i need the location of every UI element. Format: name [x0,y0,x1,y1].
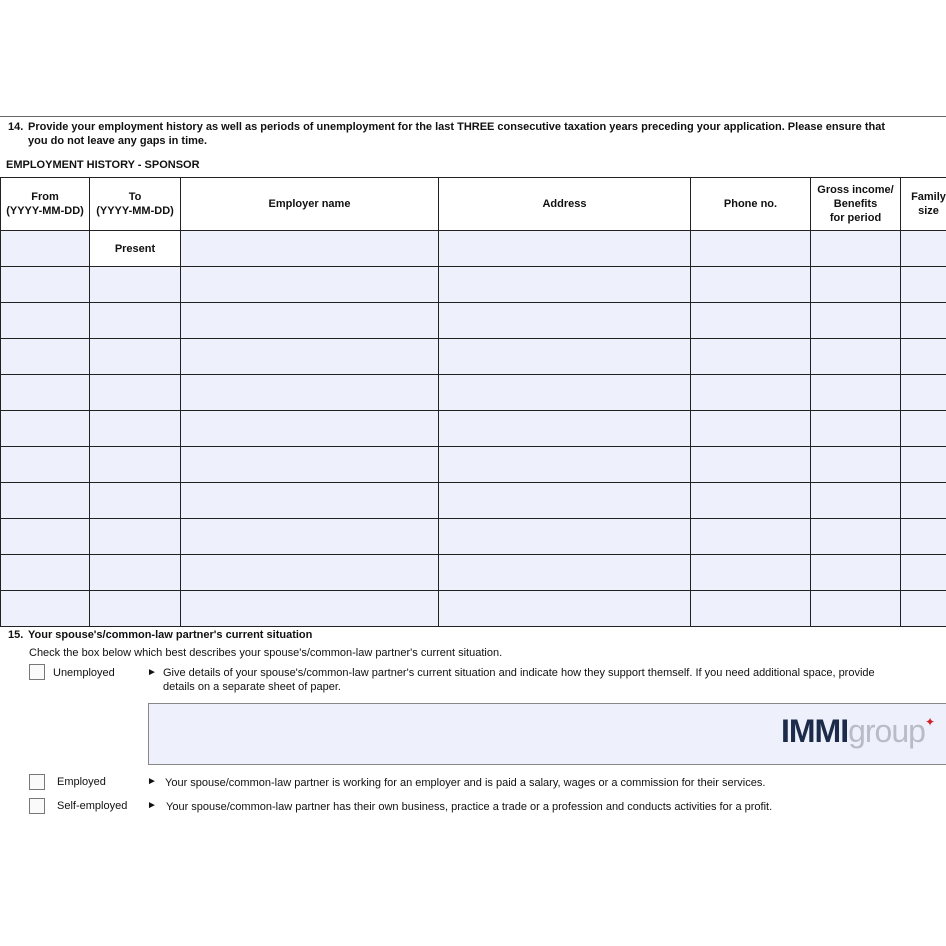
to-date-field[interactable] [90,519,181,555]
gross-income-field[interactable] [811,267,901,303]
employment-history-title: EMPLOYMENT HISTORY - SPONSOR [6,159,200,171]
question-text-line2: you do not leave any gaps in time. [28,135,208,147]
col-header-family-size: Family size [901,178,946,231]
employer-name-field[interactable] [181,303,439,339]
employer-name-field[interactable] [181,555,439,591]
question-title: Your spouse's/common-law partner's current situation [28,629,313,641]
family-size-field[interactable] [901,591,946,627]
gross-income-field[interactable] [811,519,901,555]
question-15-instruction: Check the box below which best describes your spouse's/common-law partner's current situation. [29,647,503,659]
unemployed-description-line1: Give details of your spouse's/common-law partner's current situation and indicate how they support themself. If you need additional space, provide [163,667,875,679]
gross-income-field[interactable] [811,591,901,627]
table-row [1,303,946,339]
phone-field[interactable] [691,267,811,303]
from-date-field[interactable] [1,267,90,303]
to-date-field[interactable] [90,483,181,519]
family-size-field[interactable] [901,519,946,555]
phone-field[interactable] [691,483,811,519]
phone-field[interactable] [691,555,811,591]
phone-field[interactable] [691,519,811,555]
present-label: Present [90,231,181,267]
gross-income-field[interactable] [811,231,901,267]
from-date-field[interactable] [1,339,90,375]
col-header-to: To (YYYY-MM-DD) [90,178,181,231]
from-date-field[interactable] [1,303,90,339]
family-size-field[interactable] [901,447,946,483]
family-size-field[interactable] [901,231,946,267]
address-field[interactable] [439,267,691,303]
family-size-field[interactable] [901,483,946,519]
col-header-from: From (YYYY-MM-DD) [1,178,90,231]
top-divider [0,116,946,117]
gross-income-field[interactable] [811,303,901,339]
phone-field[interactable] [691,303,811,339]
col-header-employer: Employer name [181,178,439,231]
gross-income-field[interactable] [811,339,901,375]
phone-field[interactable] [691,447,811,483]
employer-name-field[interactable] [181,411,439,447]
address-field[interactable] [439,483,691,519]
question-15 [8,629,312,641]
employer-name-field[interactable] [181,267,439,303]
from-date-field[interactable] [1,591,90,627]
to-date-field[interactable] [90,339,181,375]
self-employed-description: Your spouse/common-law partner has their own business, practice a trade or a profession and conducts activities for a profit. [166,801,773,813]
employed-description: Your spouse/common-law partner is working for an employer and is paid a salary, wages or a commission for their services. [165,777,766,789]
gross-income-field[interactable] [811,555,901,591]
table-row [1,519,946,555]
family-size-field[interactable] [901,339,946,375]
arrow-right-icon: ► [147,800,157,811]
employer-name-field[interactable] [181,519,439,555]
unemployed-label: Unemployed [53,667,115,679]
from-date-field[interactable] [1,555,90,591]
col-header-address: Address [439,178,691,231]
table-header-row [1,178,946,231]
col-header-phone: Phone no. [691,178,811,231]
employer-name-field[interactable] [181,483,439,519]
from-date-field[interactable] [1,483,90,519]
col-header-gross-income: Gross income/ Benefits for period [811,178,901,231]
table-row [1,591,946,627]
self-employed-label: Self-employed [57,800,128,812]
family-size-field[interactable] [901,555,946,591]
table-row [1,267,946,303]
to-date-field[interactable] [90,591,181,627]
unemployed-checkbox[interactable] [29,664,45,680]
address-field[interactable] [439,447,691,483]
to-date-field[interactable] [90,555,181,591]
phone-field[interactable] [691,375,811,411]
employer-name-field[interactable] [181,339,439,375]
unemployed-description [163,666,943,694]
employer-name-field[interactable] [181,447,439,483]
address-field[interactable] [439,375,691,411]
address-field[interactable] [439,303,691,339]
immigroup-logo: IMMIgroup✦ [781,713,934,749]
gross-income-field[interactable] [811,375,901,411]
address-field[interactable] [439,591,691,627]
gross-income-field[interactable] [811,447,901,483]
table-row [1,231,946,267]
employer-name-field[interactable] [181,231,439,267]
unemployed-description-line2: details on a separate sheet of paper. [163,681,341,693]
question-text-line1: Provide your employment history as well as periods of unemployment for the last THREE consecutive taxation years preceding your application. Please ensure that [28,121,886,133]
table-row [1,555,946,591]
to-date-field[interactable] [90,411,181,447]
from-date-field[interactable] [1,447,90,483]
phone-field[interactable] [691,231,811,267]
table-row [1,483,946,519]
question-number: 14. [8,121,24,133]
question-14 [8,120,940,148]
to-date-field[interactable] [90,375,181,411]
employed-label: Employed [57,776,106,788]
from-date-field[interactable] [1,231,90,267]
employer-name-field[interactable] [181,375,439,411]
table-row [1,339,946,375]
address-field[interactable] [439,339,691,375]
address-field[interactable] [439,555,691,591]
family-size-field[interactable] [901,267,946,303]
gross-income-field[interactable] [811,411,901,447]
from-date-field[interactable] [1,519,90,555]
employed-checkbox[interactable] [29,774,45,790]
phone-field[interactable] [691,411,811,447]
family-size-field[interactable] [901,411,946,447]
address-field[interactable] [439,231,691,267]
from-date-field[interactable] [1,375,90,411]
arrow-right-icon: ► [147,776,157,787]
gross-income-field[interactable] [811,483,901,519]
table-row [1,447,946,483]
family-size-field[interactable] [901,303,946,339]
question-number: 15. [8,629,24,641]
to-date-field[interactable] [90,447,181,483]
self-employed-checkbox[interactable] [29,798,45,814]
table-row [1,411,946,447]
employer-name-field[interactable] [181,591,439,627]
address-field[interactable] [439,519,691,555]
to-date-field[interactable] [90,303,181,339]
from-date-field[interactable] [1,411,90,447]
family-size-field[interactable] [901,375,946,411]
arrow-right-icon: ► [147,667,157,678]
address-field[interactable] [439,411,691,447]
phone-field[interactable] [691,591,811,627]
phone-field[interactable] [691,339,811,375]
table-row [1,375,946,411]
to-date-field[interactable] [90,267,181,303]
employment-history-table [0,177,946,627]
maple-leaf-icon: ✦ [924,715,934,729]
